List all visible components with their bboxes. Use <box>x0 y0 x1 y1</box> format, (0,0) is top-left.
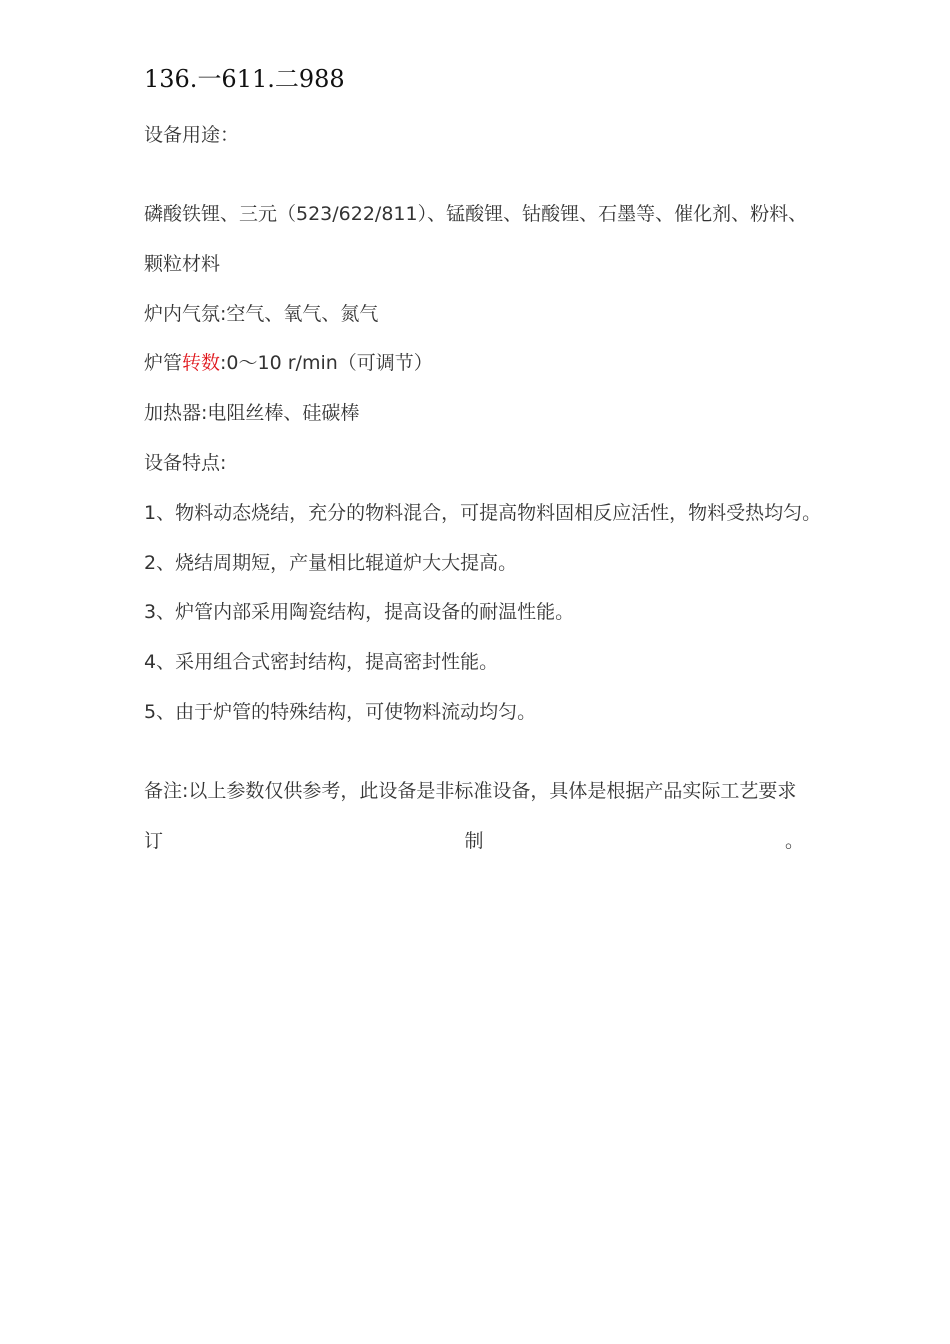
feature-item: 5、由于炉管的特殊结构，可使物料流动均匀。 <box>144 701 537 723</box>
feature-item: 2、烧结周期短，产量相比辊道炉大大提高。 <box>144 552 518 574</box>
note-word: 。 <box>784 830 804 852</box>
feature-item: 1、物料动态烧结，充分的物料混合，可提高物料固相反应活性，物料受热均匀。 <box>144 502 822 524</box>
tube-speed-prefix: 炉管 <box>144 352 183 374</box>
materials-line-1: 磷酸铁锂、三元（523/622/811）、锰酸锂、钴酸锂、石墨等、催化剂、粉料、 <box>144 203 808 225</box>
usage-heading: 设备用途： <box>144 124 240 146</box>
feature-item: 3、炉管内部采用陶瓷结构，提高设备的耐温性能。 <box>144 601 575 623</box>
note-word: 订 <box>144 830 164 852</box>
note-word: 制 <box>464 830 484 852</box>
note-line-1: 备注:以上参数仅供参考，此设备是非标准设备，具体是根据产品实际工艺要求 <box>144 780 797 802</box>
tube-speed-highlight: 转数 <box>182 352 221 374</box>
feature-item: 4、采用组合式密封结构，提高密封性能。 <box>144 651 499 673</box>
note-line-2 <box>144 828 804 854</box>
atmosphere-line: 炉内气氛:空气、氧气、氮气 <box>144 303 379 325</box>
tube-speed-suffix: :0～10 r/min（可调节） <box>220 352 433 374</box>
phone-number: 136.一611.二988 <box>144 65 345 93</box>
heater-line: 加热器:电阻丝棒、硅碳棒 <box>144 402 360 424</box>
features-heading: 设备特点: <box>144 452 227 474</box>
materials-line-2: 颗粒材料 <box>144 253 221 275</box>
tube-speed-line <box>144 350 433 376</box>
